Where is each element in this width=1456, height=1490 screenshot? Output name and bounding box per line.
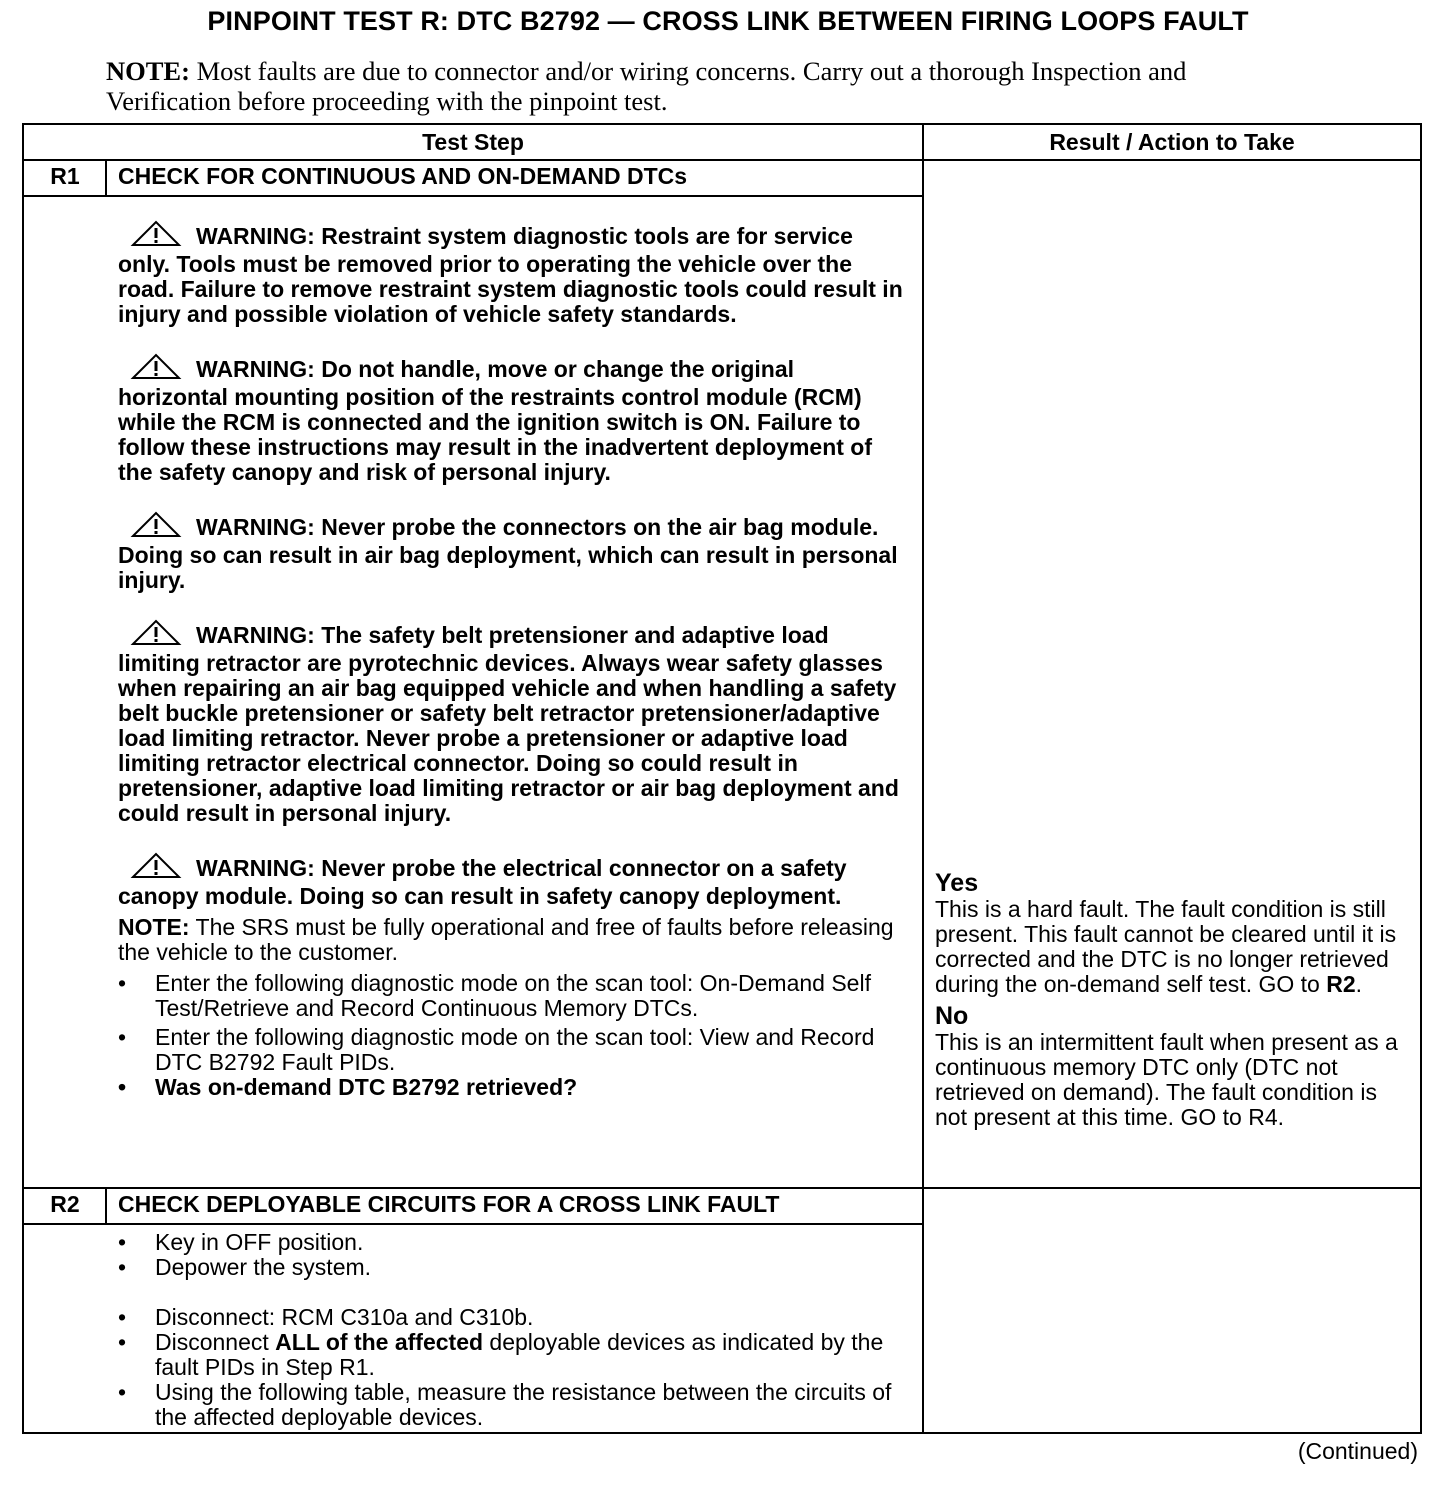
warning-triangle-icon — [130, 851, 182, 884]
r2-bullet-5: • Using the following table, measure the resistance between the circuits of the affected deployable devices. — [118, 1380, 903, 1430]
step-id-r1: R1 — [50, 163, 80, 189]
page-title: PINPOINT TEST R: DTC B2792 — CROSS LINK BETWEEN FIRING LOOPS FAULT — [207, 6, 1249, 36]
r1-r2-divider — [24, 1187, 1420, 1189]
r1-question: • Was on-demand DTC B2792 retrieved? — [118, 1075, 903, 1100]
warning-1: WARNING: Restraint system diagnostic tools are for service only. Tools must be removed prior to operating the vehicle over the road. Failure to remove restraint system diagnostic tools could result in injury and possible violation of vehicle safety standards. — [118, 219, 903, 327]
r2-title-divider — [24, 1223, 922, 1225]
r1-note: NOTE: The SRS must be fully operational and free of faults before releasing the vehicle to the customer. — [118, 914, 894, 965]
result-no-text: This is an intermittent fault when present as a continuous memory DTC only (DTC not retrieved on demand). The fault condition is not present at this time. GO to R4. — [935, 1029, 1398, 1130]
r2-content — [118, 1230, 903, 1430]
intro-note-text: Most faults are due to connector and/or wiring concerns. Carry out a thorough Inspection and Verification before proceeding with the pinpoint test. — [106, 56, 1187, 116]
step-id-r2: R2 — [50, 1191, 80, 1217]
intro-note-label: NOTE: — [106, 56, 190, 86]
result-no-label: No — [935, 1002, 969, 1030]
warning-triangle-icon — [130, 618, 182, 651]
pinpoint-test-table — [22, 123, 1422, 1434]
r1-content — [118, 219, 903, 1100]
warning-triangle-icon — [130, 352, 182, 385]
r1-bullet-2: • Enter the following diagnostic mode on the scan tool: View and Record DTC B2792 Fault PIDs. — [118, 1025, 903, 1075]
continued-label: (Continued) — [1297, 1438, 1418, 1464]
r1-results — [935, 870, 1415, 1130]
r2-bullet-2: • Depower the system. — [118, 1255, 903, 1280]
result-yes-label: Yes — [935, 869, 979, 897]
r2-bullet-4: • Disconnect ALL of the affected deployable devices as indicated by the fault PIDs in Step R1. — [118, 1330, 903, 1380]
warning-3: WARNING: Never probe the connectors on the air bag module. Doing so can result in air bag deployment, which can result in personal injury. — [118, 510, 903, 593]
intro-note — [106, 56, 1266, 116]
header-result: Result / Action to Take — [1049, 129, 1295, 155]
warning-4: WARNING: The safety belt pretensioner and adaptive load limiting retractor are pyrotechnic devices. Always wear safety glasses when repairing an air bag equipped vehicle and when handling a safety belt buckle pretensioner or safety belt retractor pretensioner/adaptive load limiting retractor. Never probe a pretensioner or adaptive load limiting retractor electrical connector. Doing so could result in pretensioner, adaptive load limiting retractor or air bag deployment and could result in personal injury. — [118, 618, 903, 826]
goto-r4-link[interactable]: R4 — [1248, 1104, 1278, 1130]
warning-2: WARNING: Do not handle, move or change the original horizontal mounting position of the restraints control module (RCM) while the RCM is connected and the ignition switch is ON. Failure to follow these instructions may result in the inadvertent deployment of the safety canopy and risk of personal injury. — [118, 352, 903, 485]
step-title-r1: CHECK FOR CONTINUOUS AND ON-DEMAND DTCs — [118, 163, 688, 189]
r2-bullet-1: • Key in OFF position. — [118, 1230, 903, 1255]
goto-r2-link[interactable]: R2 — [1326, 971, 1356, 997]
warning-triangle-icon — [130, 510, 182, 543]
warning-5: WARNING: Never probe the electrical connector on a safety canopy module. Doing so can result in safety canopy deployment. — [118, 851, 903, 909]
header-test-step: Test Step — [422, 129, 524, 155]
warning-triangle-icon — [130, 219, 182, 252]
column-divider — [922, 125, 924, 1432]
r1-title-divider — [24, 195, 922, 197]
result-yes-text: This is a hard fault. The fault condition is still present. This fault cannot be cleared until it is corrected and the DTC is no longer retrieved during the on-demand self test. GO to R2. — [935, 896, 1397, 997]
r2-bullet-3: • Disconnect: RCM C310a and C310b. — [118, 1305, 903, 1330]
r1-bullet-1: • Enter the following diagnostic mode on the scan tool: On-Demand Self Test/Retrieve and Record Continuous Memory DTCs. — [118, 971, 903, 1021]
step-title-r2: CHECK DEPLOYABLE CIRCUITS FOR A CROSS LINK FAULT — [118, 1191, 780, 1217]
